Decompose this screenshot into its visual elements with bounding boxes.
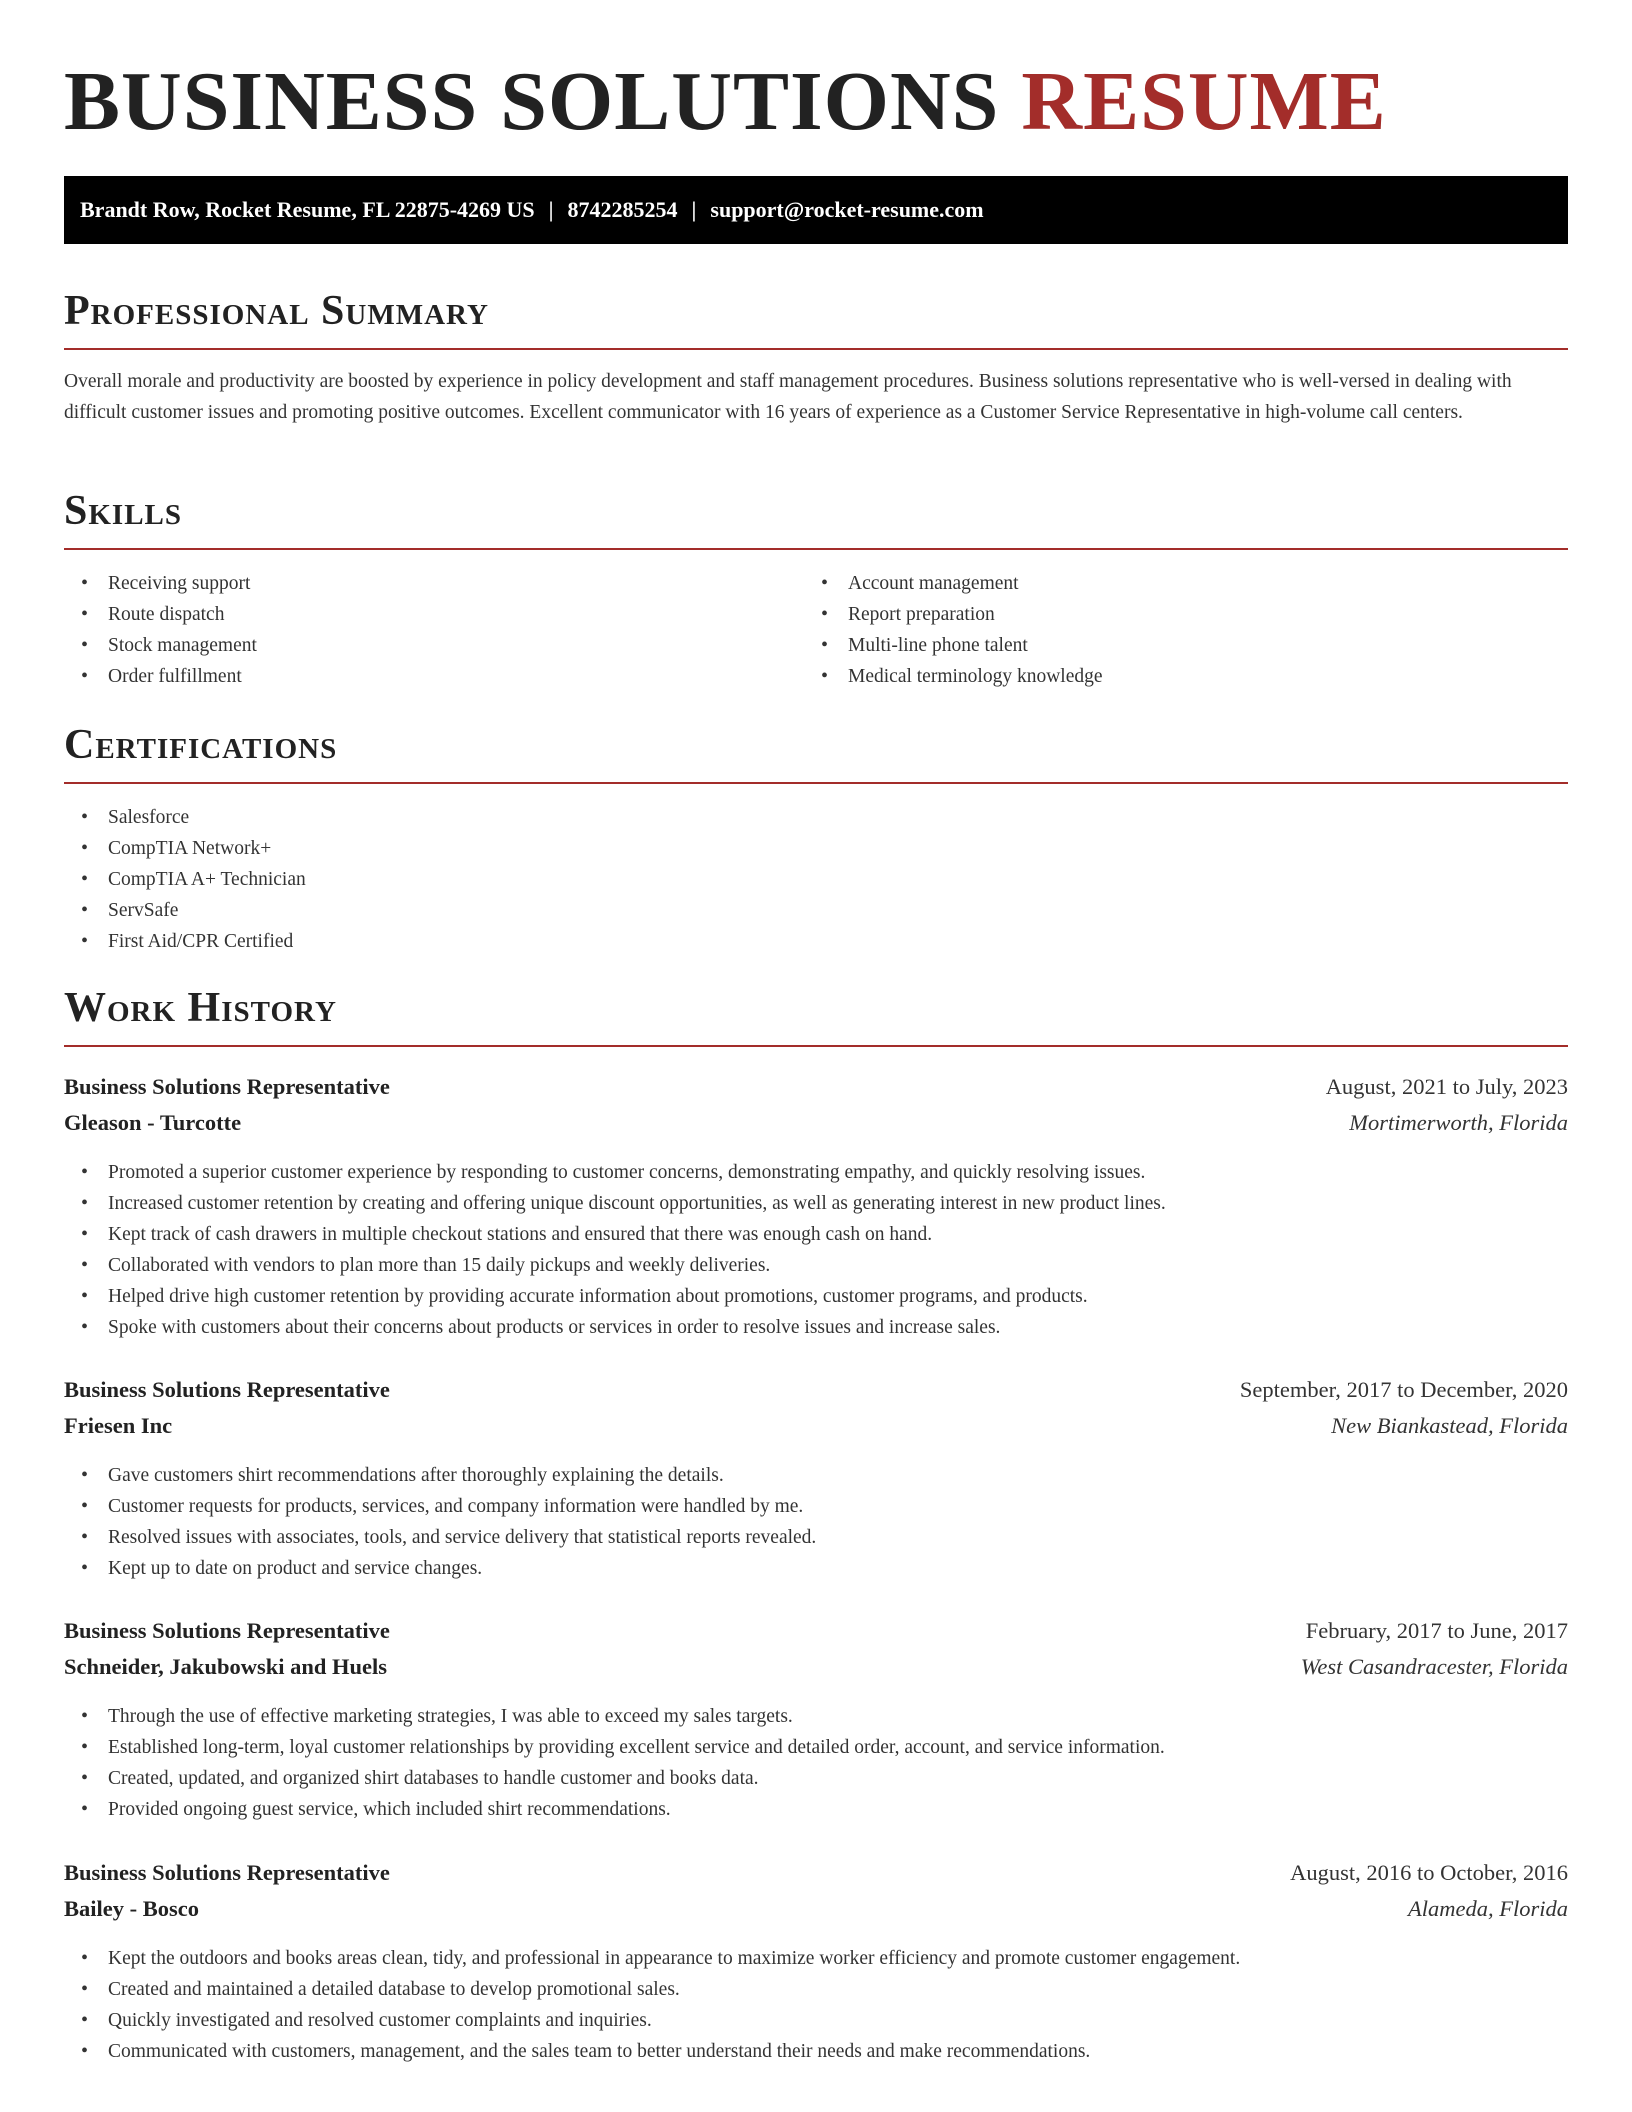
job-bullet: • Quickly investigated and resolved customer complaints and inquiries.	[64, 2005, 1564, 2036]
job-bullets	[64, 1460, 1564, 1584]
job-location: West Casandracester, Florida	[1300, 1654, 1568, 1679]
section-title-certifications: Certifications	[64, 722, 338, 768]
contact-separator: |	[548, 197, 554, 222]
job-bullets	[64, 1943, 1564, 2067]
job-header	[64, 1613, 1568, 1649]
job-bullet: • Kept up to date on product and service changes.	[64, 1553, 1564, 1584]
job-bullet: • Kept the outdoors and books areas clean, tidy, and professional in appearance to maximize worker efficiency and promote customer engagement.	[64, 1943, 1564, 1974]
contact-bar	[64, 176, 1568, 244]
contact-phone: 8742285254	[567, 197, 678, 222]
skills-list-right	[804, 568, 1564, 692]
job-subheader	[64, 1408, 1568, 1444]
job-subheader	[64, 1649, 1568, 1685]
job-subheader	[64, 1891, 1568, 1927]
job-dates: August, 2021 to July, 2023	[1325, 1074, 1568, 1099]
title-main: BUSINESS SOLUTIONS	[64, 55, 1000, 148]
skills-list-left	[64, 568, 784, 692]
skill-item: • Stock management	[64, 630, 784, 661]
skill-item: • Report preparation	[804, 599, 1564, 630]
job-bullet: • Created, updated, and organized shirt databases to handle customer and books data.	[64, 1763, 1564, 1794]
job-subheader	[64, 1105, 1568, 1141]
contact-address: Brandt Row, Rocket Resume, FL 22875-4269 US	[80, 197, 535, 222]
title-accent: RESUME	[1021, 55, 1387, 148]
certification-item: • CompTIA Network+	[64, 833, 1564, 864]
skill-item: • Order fulfillment	[64, 661, 784, 692]
job-company: Friesen Inc	[64, 1413, 173, 1438]
skill-item: • Route dispatch	[64, 599, 784, 630]
job-bullet: • Created and maintained a detailed database to develop promotional sales.	[64, 1974, 1564, 2005]
job-bullets	[64, 1701, 1564, 1825]
certification-item: • First Aid/CPR Certified	[64, 926, 1564, 957]
job-bullet: • Provided ongoing guest service, which included shirt recommendations.	[64, 1794, 1564, 1825]
certification-item: • Salesforce	[64, 802, 1564, 833]
section-divider	[64, 1045, 1568, 1047]
resume-page	[64, 0, 1568, 2062]
certification-item: • ServSafe	[64, 895, 1564, 926]
summary-text: Overall morale and productivity are boosted by experience in policy development and staff management procedures. Business solutions representative who is well-versed in dealing with difficult customer issues and promoting positive outcomes. Excellent communicator with 16 years of experience as a Customer Service Representative in high-volume call centers.	[64, 371, 1512, 423]
job-bullet: • Kept track of cash drawers in multiple checkout stations and ensured that there was enough cash on hand.	[64, 1219, 1564, 1250]
job-company: Bailey - Bosco	[64, 1896, 199, 1921]
job-bullet: • Customer requests for products, services, and company information were handled by me.	[64, 1491, 1564, 1522]
skill-item: • Receiving support	[64, 568, 784, 599]
section-title-skills: Skills	[64, 488, 183, 534]
job-header	[64, 1855, 1568, 1891]
job-title: Business Solutions Representative	[64, 1074, 390, 1099]
job-bullets	[64, 1157, 1564, 1343]
job-location: New Biankastead, Florida	[1331, 1413, 1568, 1438]
job-bullet: • Resolved issues with associates, tools, and service delivery that statistical reports revealed.	[64, 1522, 1564, 1553]
job-dates: September, 2017 to December, 2020	[1239, 1377, 1568, 1402]
skill-item: • Multi-line phone talent	[804, 630, 1564, 661]
job-location: Alameda, Florida	[1408, 1896, 1568, 1921]
skill-item: • Medical terminology knowledge	[804, 661, 1564, 692]
job-header	[64, 1069, 1568, 1105]
job-bullet: • Promoted a superior customer experience by responding to customer concerns, demonstrating empathy, and quickly resolving issues.	[64, 1157, 1564, 1188]
job-bullet: • Gave customers shirt recommendations after thoroughly explaining the details.	[64, 1460, 1564, 1491]
job-dates: February, 2017 to June, 2017	[1305, 1618, 1568, 1643]
contact-email: support@rocket-resume.com	[710, 197, 984, 222]
job-location: Mortimerworth, Florida	[1349, 1110, 1568, 1135]
job-header	[64, 1372, 1568, 1408]
job-bullet: • Established long-term, loyal customer relationships by providing excellent service and detailed order, account, and service information.	[64, 1732, 1564, 1763]
section-divider	[64, 548, 1568, 550]
job-title: Business Solutions Representative	[64, 1618, 390, 1643]
job-bullet: • Communicated with customers, management, and the sales team to better understand their needs and make recommendations.	[64, 2036, 1564, 2067]
job-bullet: • Helped drive high customer retention by providing accurate information about promotions, customer programs, and products.	[64, 1281, 1564, 1312]
contact-separator: |	[691, 197, 697, 222]
certifications-list	[64, 802, 1564, 957]
skill-item: • Account management	[804, 568, 1564, 599]
section-divider	[64, 782, 1568, 784]
job-bullet: • Spoke with customers about their concerns about products or services in order to resolve issues and increase sales.	[64, 1312, 1564, 1343]
job-bullet: • Collaborated with vendors to plan more than 15 daily pickups and weekly deliveries.	[64, 1250, 1564, 1281]
certification-item: • CompTIA A+ Technician	[64, 864, 1564, 895]
section-title-summary: Professional Summary	[64, 288, 489, 334]
job-bullet: • Through the use of effective marketing strategies, I was able to exceed my sales targets.	[64, 1701, 1564, 1732]
job-company: Gleason - Turcotte	[64, 1110, 242, 1135]
section-divider	[64, 348, 1568, 350]
job-bullet: • Increased customer retention by creating and offering unique discount opportunities, as well as generating interest in new product lines.	[64, 1188, 1564, 1219]
section-title-work-history: Work History	[64, 985, 337, 1031]
job-company: Schneider, Jakubowski and Huels	[64, 1654, 388, 1679]
job-title: Business Solutions Representative	[64, 1377, 390, 1402]
job-title: Business Solutions Representative	[64, 1860, 390, 1885]
job-dates: August, 2016 to October, 2016	[1290, 1860, 1568, 1885]
resume-title	[64, 0, 1568, 152]
